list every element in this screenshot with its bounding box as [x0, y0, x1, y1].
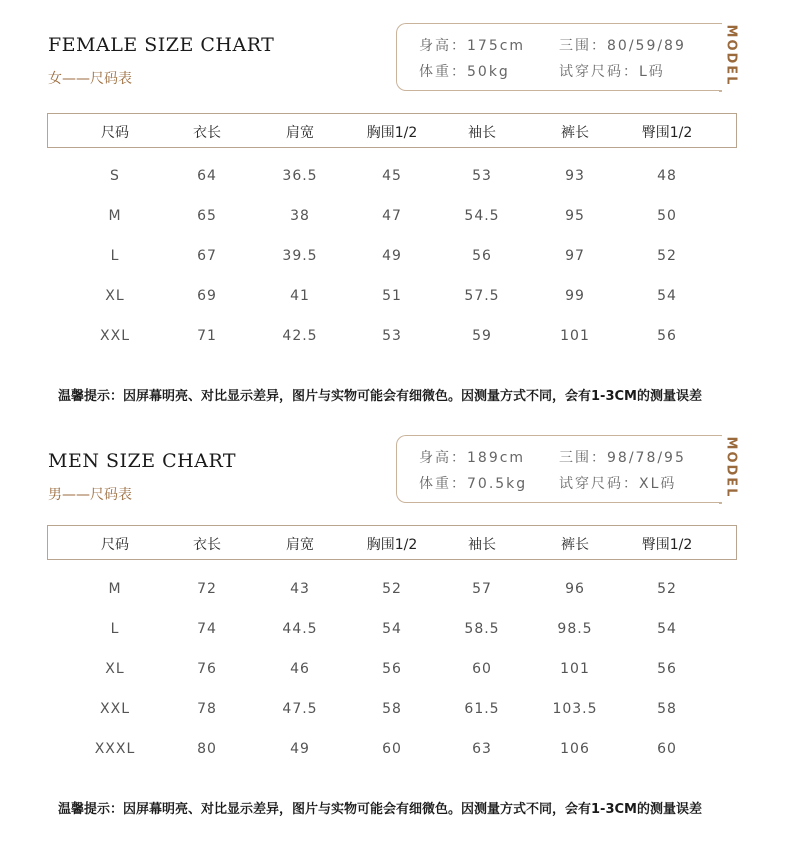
table-row: [0, 621, 790, 645]
male-title-en: MEN SIZE CHART: [48, 450, 237, 472]
female-title-en: FEMALE SIZE CHART: [48, 34, 275, 56]
cell-shoulder: 36.5: [282, 168, 318, 184]
cell-hip: 54: [657, 288, 677, 304]
cell-size: S: [110, 168, 120, 184]
cell-size: L: [110, 248, 120, 264]
cell-shoulder: 44.5: [282, 621, 318, 637]
header-hip: 臀围1/2: [641, 125, 693, 141]
cell-hip: 60: [657, 741, 677, 757]
female-model-line-1: [419, 35, 686, 55]
header-length: 衣长: [193, 125, 221, 141]
cell-chest: 58: [382, 701, 402, 717]
cell-chest: 47: [382, 208, 402, 224]
cell-size: XXL: [100, 701, 130, 717]
cell-shoulder: 38: [290, 208, 310, 224]
header-length: 衣长: [193, 537, 221, 553]
cell-chest: 60: [382, 741, 402, 757]
female-title-cn: 女——尺码表: [48, 71, 132, 87]
cell-pants-length: 103.5: [552, 701, 598, 717]
cell-sleeve: 57.5: [464, 288, 500, 304]
cell-pants-length: 98.5: [557, 621, 593, 637]
cell-shoulder: 41: [290, 288, 310, 304]
cell-hip: 58: [657, 701, 677, 717]
cell-pants-length: 101: [560, 661, 590, 677]
male-model-tag-text: MODEL: [723, 436, 739, 499]
female-model-fit-size: 试穿尺码：L码: [559, 64, 665, 80]
header-pants-length: 裤长: [561, 125, 589, 141]
male-model-height: 身高：189cm: [419, 450, 526, 466]
table-row: [0, 288, 790, 312]
table-row: [0, 208, 790, 232]
cell-hip: 54: [657, 621, 677, 637]
cell-size: XL: [105, 288, 125, 304]
cell-length: 76: [197, 661, 217, 677]
female-model-height: 身高：175cm: [419, 38, 526, 54]
header-shoulder: 肩宽: [286, 537, 314, 553]
header-chest: 胸围1/2: [366, 125, 418, 141]
female-model-measurements: 三围：80/59/89: [559, 38, 686, 54]
female-model-weight: 体重：50kg: [419, 64, 510, 80]
cell-length: 69: [197, 288, 217, 304]
cell-chest: 56: [382, 661, 402, 677]
male-disclaimer-note: 温馨提示：因屏幕明亮、对比显示差异，图片与实物可能会有细微色。因测量方式不同，会有1-3CM的测量误差: [58, 802, 702, 817]
cell-shoulder: 47.5: [282, 701, 318, 717]
cell-pants-length: 96: [565, 581, 585, 597]
male-model-line-1: [419, 447, 686, 467]
cell-pants-length: 106: [560, 741, 590, 757]
cell-chest: 52: [382, 581, 402, 597]
table-row: [0, 741, 790, 765]
male-model-tag: [722, 434, 740, 504]
cell-chest: 51: [382, 288, 402, 304]
header-hip: 臀围1/2: [641, 537, 693, 553]
cell-chest: 45: [382, 168, 402, 184]
cell-length: 64: [197, 168, 217, 184]
table-row: [0, 328, 790, 352]
male-table-header: [47, 525, 737, 560]
cell-size: XL: [105, 661, 125, 677]
cell-length: 72: [197, 581, 217, 597]
table-row: [0, 581, 790, 605]
cell-size: L: [110, 621, 120, 637]
header-size: 尺码: [101, 125, 129, 141]
cell-shoulder: 43: [290, 581, 310, 597]
cell-length: 71: [197, 328, 217, 344]
cell-sleeve: 58.5: [464, 621, 500, 637]
header-pants-length: 裤长: [561, 537, 589, 553]
male-model-fit-size: 试穿尺码：XL码: [559, 476, 677, 492]
cell-sleeve: 57: [472, 581, 492, 597]
cell-pants-length: 95: [565, 208, 585, 224]
header-chest: 胸围1/2: [366, 537, 418, 553]
table-row: [0, 168, 790, 192]
cell-hip: 50: [657, 208, 677, 224]
cell-sleeve: 59: [472, 328, 492, 344]
table-row: [0, 661, 790, 685]
male-model-weight: 体重：70.5kg: [419, 476, 528, 492]
male-model-measurements: 三围：98/78/95: [559, 450, 686, 466]
cell-hip: 52: [657, 581, 677, 597]
female-table-header: [47, 113, 737, 148]
cell-length: 78: [197, 701, 217, 717]
cell-sleeve: 56: [472, 248, 492, 264]
cell-size: XXL: [100, 328, 130, 344]
table-row: [0, 248, 790, 272]
male-title-cn: 男——尺码表: [48, 487, 132, 503]
cell-length: 80: [197, 741, 217, 757]
female-model-info-box: [396, 23, 729, 91]
male-model-line-2: [419, 473, 677, 493]
cell-size: M: [108, 208, 122, 224]
cell-hip: 56: [657, 328, 677, 344]
cell-shoulder: 39.5: [282, 248, 318, 264]
cell-pants-length: 101: [560, 328, 590, 344]
cell-shoulder: 42.5: [282, 328, 318, 344]
female-disclaimer-note: 温馨提示：因屏幕明亮、对比显示差异，图片与实物可能会有细微色。因测量方式不同，会有1-3CM的测量误差: [58, 389, 702, 404]
female-model-tag-text: MODEL: [723, 24, 739, 87]
cell-shoulder: 49: [290, 741, 310, 757]
cell-pants-length: 99: [565, 288, 585, 304]
table-row: [0, 701, 790, 725]
male-model-info-box: [396, 435, 729, 503]
cell-length: 65: [197, 208, 217, 224]
cell-chest: 49: [382, 248, 402, 264]
cell-sleeve: 63: [472, 741, 492, 757]
cell-sleeve: 54.5: [464, 208, 500, 224]
cell-hip: 56: [657, 661, 677, 677]
cell-pants-length: 97: [565, 248, 585, 264]
cell-sleeve: 60: [472, 661, 492, 677]
cell-length: 67: [197, 248, 217, 264]
cell-sleeve: 61.5: [464, 701, 500, 717]
cell-pants-length: 93: [565, 168, 585, 184]
cell-size: XXXL: [94, 741, 136, 757]
cell-length: 74: [197, 621, 217, 637]
header-sleeve: 袖长: [468, 537, 496, 553]
cell-shoulder: 46: [290, 661, 310, 677]
header-sleeve: 袖长: [468, 125, 496, 141]
header-size: 尺码: [101, 537, 129, 553]
cell-hip: 48: [657, 168, 677, 184]
cell-size: M: [108, 581, 122, 597]
cell-chest: 54: [382, 621, 402, 637]
female-model-tag: [722, 22, 740, 92]
female-model-line-2: [419, 61, 665, 81]
cell-chest: 53: [382, 328, 402, 344]
header-shoulder: 肩宽: [286, 125, 314, 141]
cell-sleeve: 53: [472, 168, 492, 184]
cell-hip: 52: [657, 248, 677, 264]
